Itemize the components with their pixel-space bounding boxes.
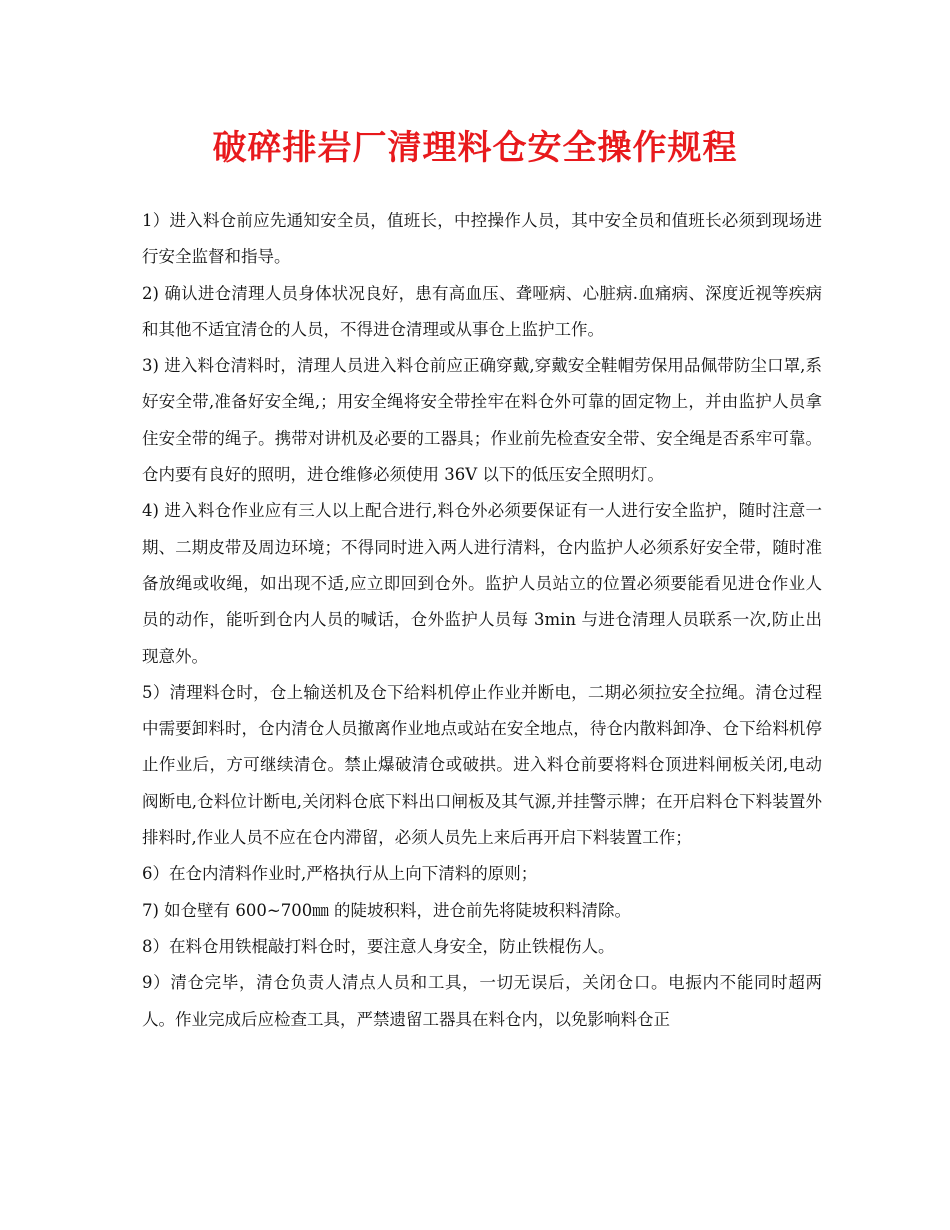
paragraph-7: 7) 如仓壁有 600~700㎜ 的陡坡积料，进仓前先将陡坡积料清除。 — [142, 900, 631, 920]
document-body — [142, 203, 822, 1038]
paragraph-2: 2) 确认进仓清理人员身体状况良好，患有高血压、聋哑病、心脏病.血痛病、深度近视等疾病和其他不适宜清仓的人员，不得进仓清理或从事仓上监护工作。 — [142, 283, 822, 339]
paragraph-1: 1）进入料仓前应先通知安全员，值班长，中控操作人员，其中安全员和值班长必须到现场进行安全监督和指导。 — [142, 211, 822, 267]
document-title: 破碎排岩厂清理料仓安全操作规程 — [212, 128, 738, 168]
paragraph-6: 6）在仓内清料作业时,严格执行从上向下清料的原则； — [142, 864, 538, 884]
paragraph-5: 5）清理料仓时，仓上输送机及仓下给料机停止作业并断电，二期必须拉安全拉绳。清仓过程中需要卸料时，仓内清仓人员撤离作业地点或站在安全地点，待仓内散料卸净、仓下给料机停止作业后，方可继续清仓。禁止爆破清仓或破拱。进入料仓前要将料仓顶进料闸板关闭,电动阀断电,仓料位计断电,关闭料仓底下料出口闸板及其气源,并挂警示牌；在开启料仓下料装置外排料时,作业人员不应在仓内滞留，必须人员先上来后再开启下料装置工作； — [142, 682, 822, 848]
paragraph-8: 8）在料仓用铁棍敲打料仓时，要注意人身安全，防止铁棍伤人。 — [142, 936, 615, 956]
paragraph-9: 9）清仓完毕，清仓负责人清点人员和工具，一切无误后，关闭仓口。电振内不能同时超两人。作业完成后应检查工具，严禁遗留工器具在料仓内，以免影响料仓正 — [142, 973, 822, 1029]
paragraph-3: 3) 进入料仓清料时，清理人员进入料仓前应正确穿戴,穿戴安全鞋帽劳保用品佩带防尘口罩,系好安全带,准备好安全绳,；用安全绳将安全带拴牢在料仓外可靠的固定物上，并由监护人员拿住安全带的绳子。携带对讲机及必要的工器具；作业前先检查安全带、安全绳是否系牢可靠。仓内要有良好的照明，进仓维修必须使用 36V 以下的低压安全照明灯。 — [142, 356, 822, 485]
paragraph-4: 4) 进入料仓作业应有三人以上配合进行,料仓外必须要保证有一人进行安全监护，随时注意一期、二期皮带及周边环境；不得同时进入两人进行清料，仓内监护人必须系好安全带，随时准备放绳或收绳，如出现不适,应立即回到仓外。监护人员站立的位置必须要能看见进仓作业人员的动作，能听到仓内人员的喊话，仓外监护人员每 3min 与进仓清理人员联系一次,防止出现意外。 — [142, 501, 822, 666]
